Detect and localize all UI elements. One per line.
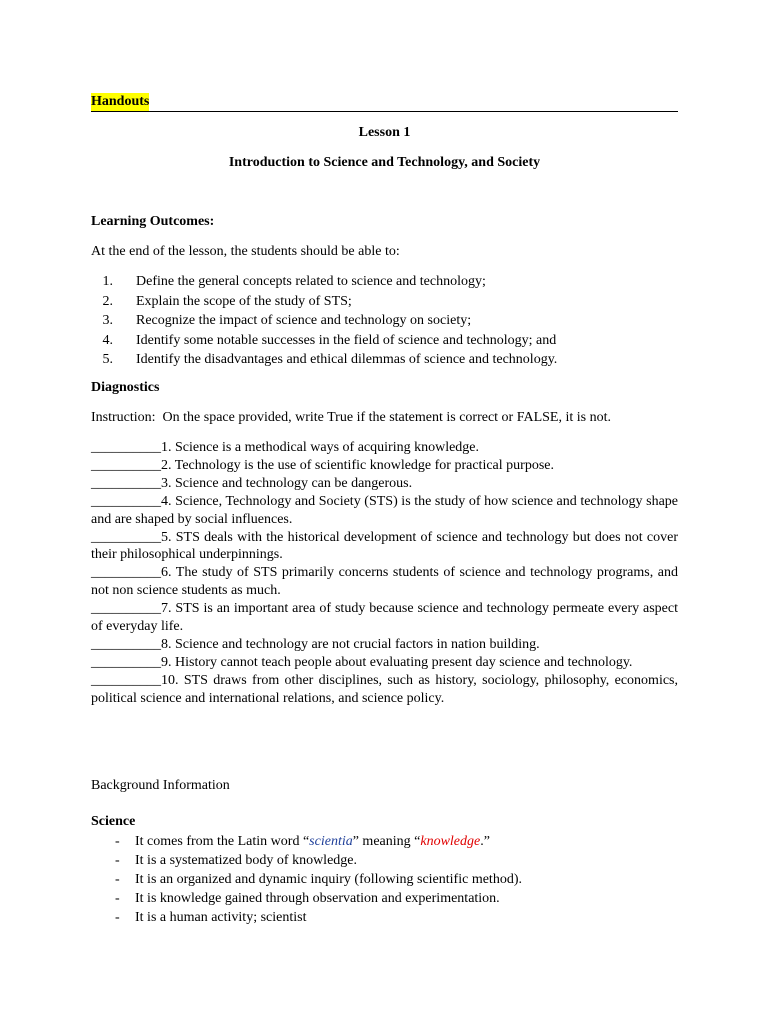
item-text: 1. Science is a methodical ways of acquiring knowledge. [161, 440, 480, 455]
item-text: 5. STS deals with the historical development of science and technology but does not cover their philosophical underpinnings. [91, 529, 678, 563]
list-item [91, 331, 678, 351]
answer-blank[interactable]: __________ [91, 654, 161, 670]
diagnostic-item [91, 493, 678, 529]
item-number: 3. [102, 313, 113, 328]
header-rule [91, 111, 678, 112]
item-number: 5. [102, 352, 113, 367]
item-text: 7. STS is an important area of study because science and technology permeate every aspect of everyday life. [91, 601, 678, 635]
item-text: It is a systematized body of knowledge. [135, 853, 358, 868]
list-item [91, 272, 678, 292]
learning-outcomes-intro: At the end of the lesson, the students should be able to: [91, 244, 400, 259]
item-number: 2. [102, 293, 113, 309]
list-item [91, 350, 678, 370]
list-item [91, 889, 678, 908]
meaning-word: knowledge [420, 834, 481, 849]
list-item [91, 311, 678, 331]
text-fragment: ” meaning “ [352, 834, 421, 849]
item-text: Recognize the impact of science and technology on society; [136, 313, 472, 328]
text-fragment: It comes from the Latin word “ [135, 834, 310, 849]
handouts-label: Handouts [91, 94, 150, 109]
diagnostic-item [91, 457, 678, 475]
item-text: 4. Science, Technology and Society (STS) is the study of how science and technology shape and are shaped by social influences. [91, 493, 678, 527]
item-number: 1. [102, 274, 113, 289]
diagnostics-instruction: Instruction: On the space provided, write True if the statement is correct or FALSE, it is not. [91, 410, 611, 425]
list-item [91, 908, 678, 927]
item-text: 3. Science and technology can be dangerous. [161, 475, 413, 491]
item-text [135, 832, 490, 851]
latin-word: scientia [309, 834, 353, 849]
list-item [91, 851, 678, 870]
answer-blank[interactable]: __________ [91, 601, 161, 617]
answer-blank[interactable]: __________ [91, 672, 161, 688]
item-text: It is an organized and dynamic inquiry (following scientific method). [135, 872, 522, 887]
item-text: It is a human activity; scientist [135, 910, 307, 925]
diagnostics-heading: Diagnostics [91, 380, 160, 395]
science-bullets [91, 832, 678, 927]
list-item [91, 832, 678, 851]
list-item [91, 870, 678, 889]
bullet-dash: - [115, 853, 120, 868]
item-text: 2. Technology is the use of scientific knowledge for practical purpose. [161, 457, 554, 473]
diagnostic-item [91, 654, 678, 672]
item-number: 4. [102, 332, 113, 348]
diagnostic-item [91, 439, 678, 457]
answer-blank[interactable]: __________ [91, 475, 161, 491]
lesson-number: Lesson 1 [358, 125, 411, 140]
answer-blank[interactable]: __________ [91, 636, 161, 652]
item-text: 8. Science and technology are not crucial factors in nation building. [161, 636, 540, 652]
answer-blank[interactable]: __________ [91, 529, 161, 545]
item-text: Explain the scope of the study of STS; [136, 293, 352, 309]
answer-blank[interactable]: __________ [91, 565, 161, 581]
bullet-dash: - [115, 834, 120, 849]
diagnostic-item [91, 529, 678, 565]
item-text: 6. The study of STS primarily concerns students of science and technology programs, and not non science students as much. [91, 565, 678, 599]
diagnostic-item [91, 475, 678, 493]
text-fragment: .” [480, 834, 490, 849]
bullet-dash: - [115, 872, 120, 887]
learning-outcomes-heading: Learning Outcomes: [91, 214, 215, 229]
item-text: 9. History cannot teach people about evaluating present day science and technology. [161, 654, 633, 670]
science-heading: Science [91, 814, 136, 829]
bullet-dash: - [115, 891, 120, 906]
lesson-title: Introduction to Science and Technology, and Society [228, 155, 541, 170]
diagnostic-item [91, 636, 678, 654]
answer-blank[interactable]: __________ [91, 457, 161, 473]
item-text: 10. STS draws from other disciplines, such as history, sociology, philosophy, economics, political science and international relations, and science policy. [91, 672, 678, 706]
item-text: Identify some notable successes in the field of science and technology; and [136, 332, 557, 348]
answer-blank[interactable]: __________ [91, 440, 161, 455]
answer-blank[interactable]: __________ [91, 493, 161, 509]
item-text: Define the general concepts related to science and technology; [136, 274, 486, 289]
diagnostics-items [91, 439, 678, 708]
background-heading: Background Information [91, 778, 230, 793]
item-text: Identify the disadvantages and ethical dilemmas of science and technology. [136, 352, 558, 367]
diagnostic-item [91, 672, 678, 708]
learning-outcomes-list [91, 272, 678, 370]
diagnostic-item [91, 564, 678, 600]
diagnostic-item [91, 600, 678, 636]
bullet-dash: - [115, 910, 120, 925]
item-text: It is knowledge gained through observation and experimentation. [135, 891, 500, 906]
list-item [91, 292, 678, 312]
